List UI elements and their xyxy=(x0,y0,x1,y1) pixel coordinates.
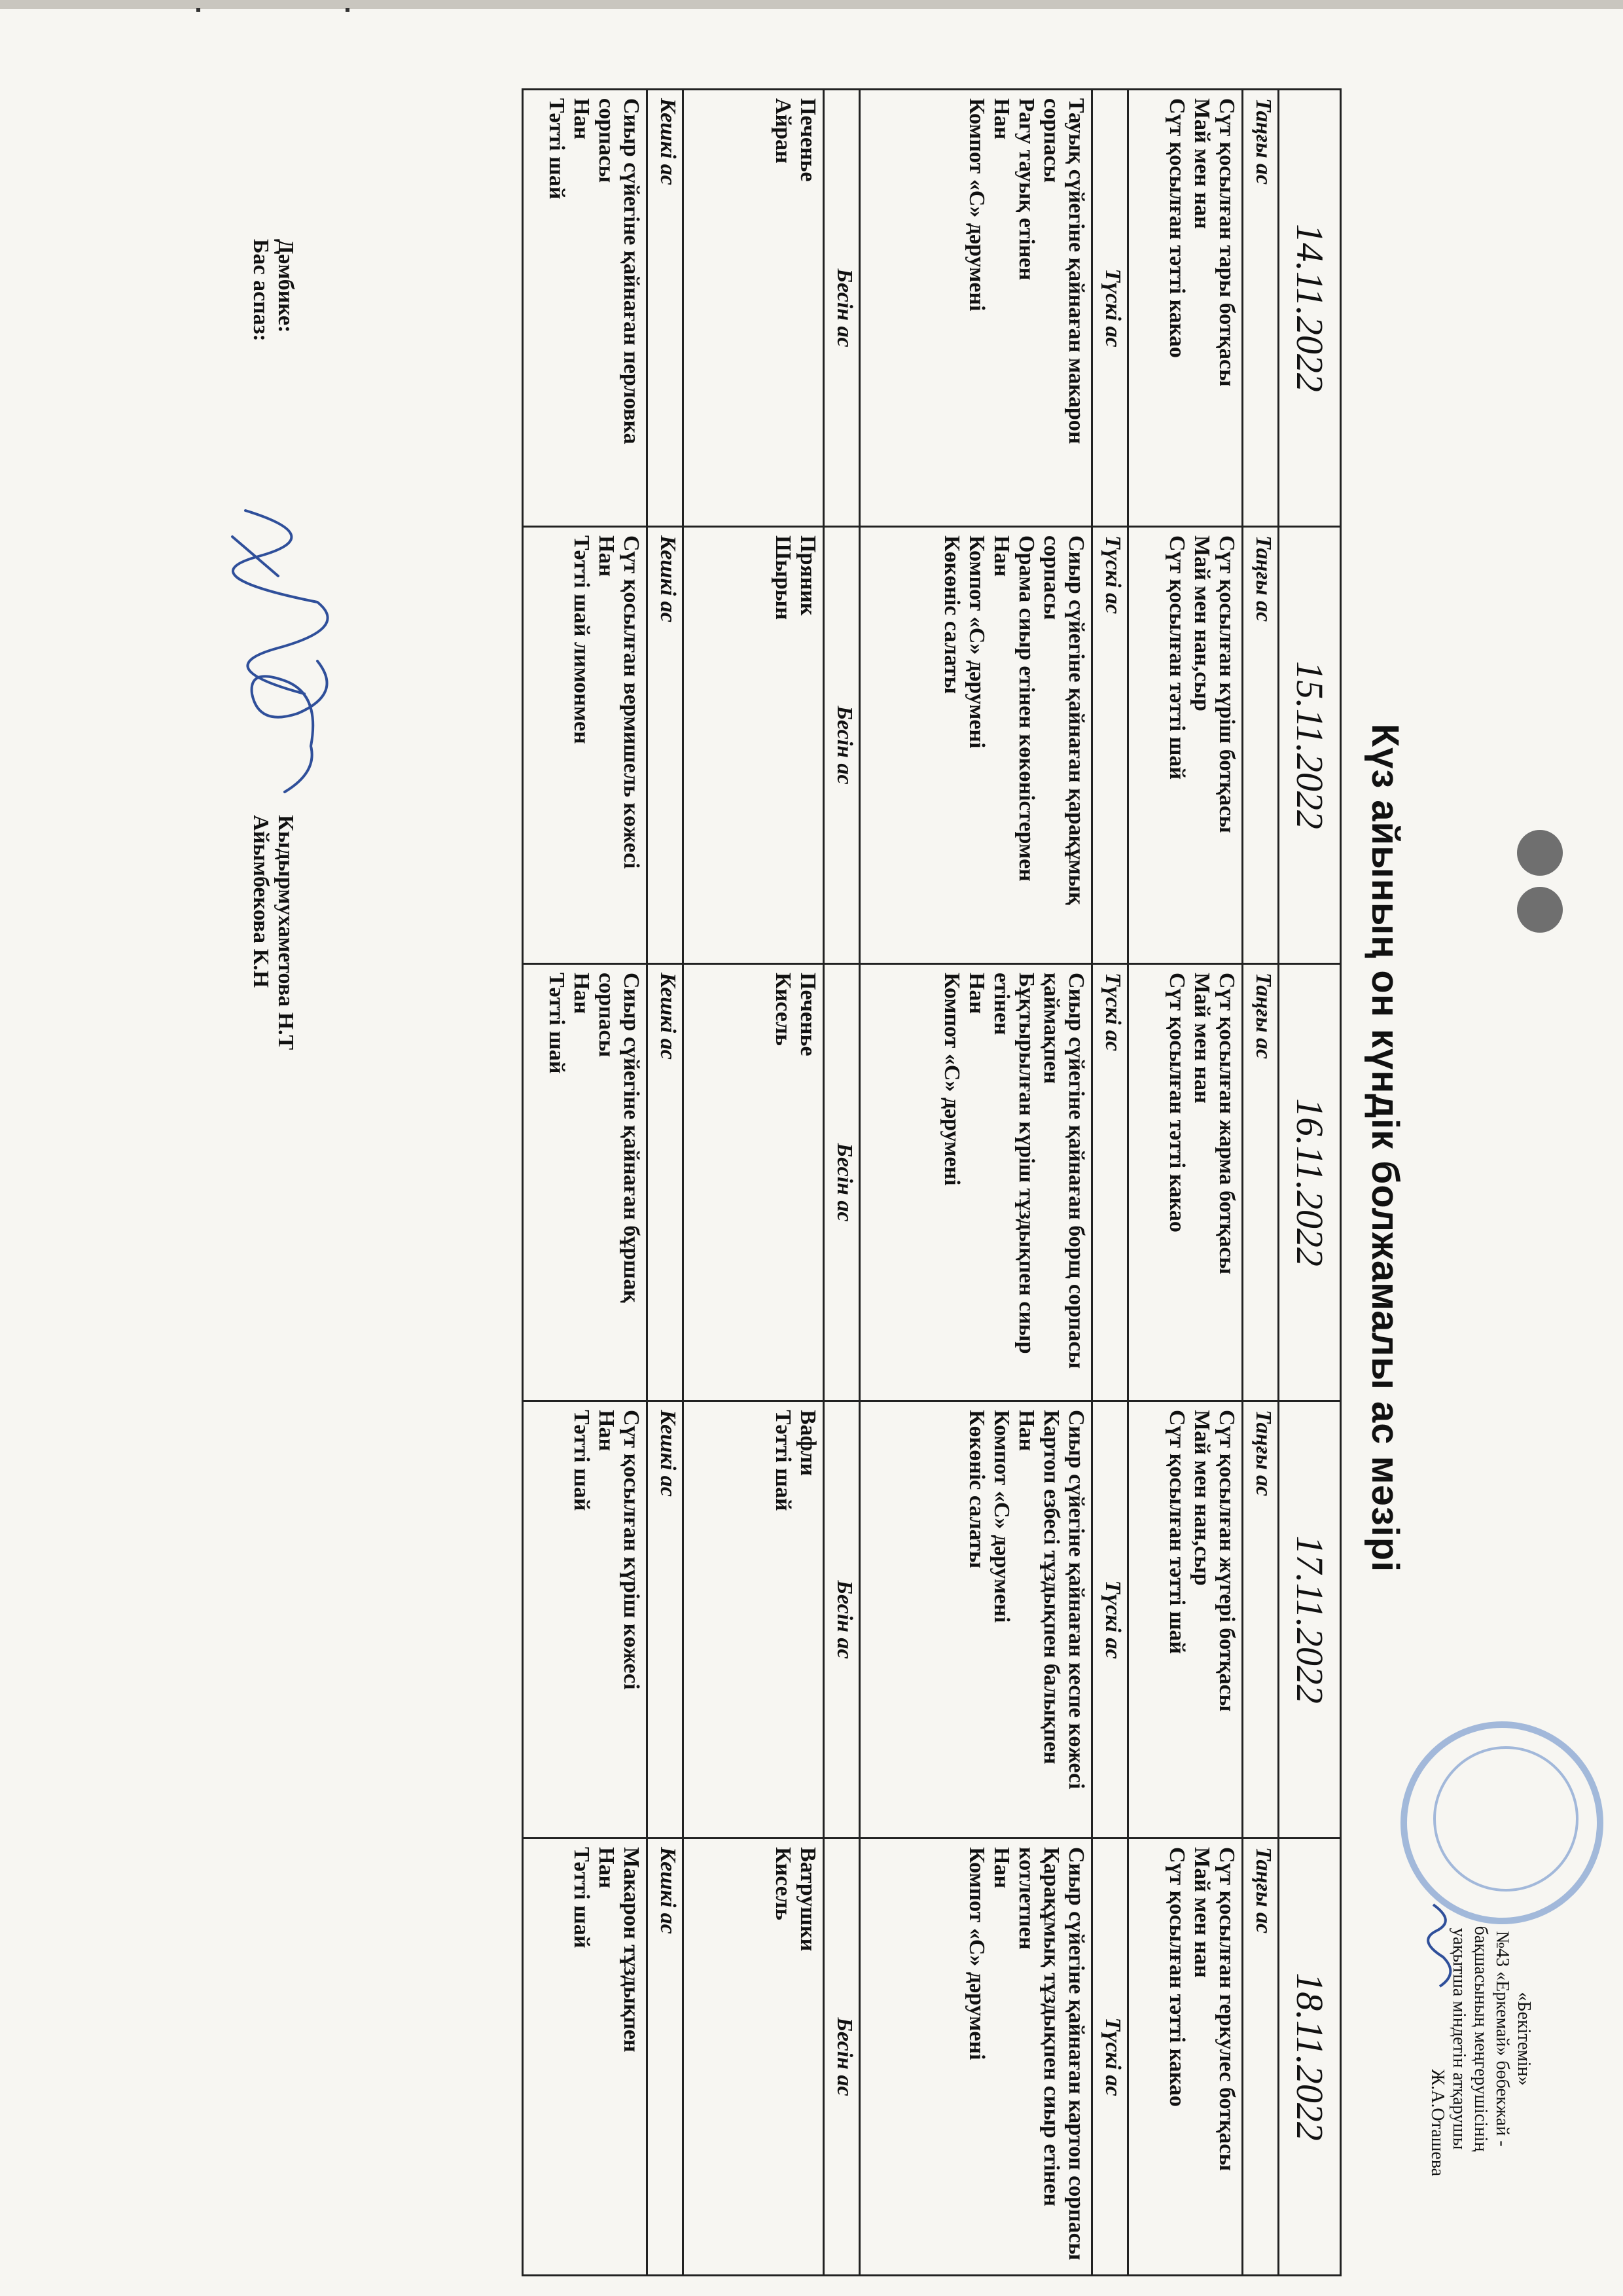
dish-item: Сиыр сүйегіне қайнаған перловка сорпасы xyxy=(594,98,643,450)
dish-item: Тәтті шай xyxy=(569,1847,594,1948)
dish-item: Орама сиыр етінен көкөністермен xyxy=(1014,535,1039,882)
meal-label: Таңғы ас xyxy=(1243,90,1279,527)
dish-item: Нан xyxy=(594,1847,618,1889)
date-cell: 14.11.2022 xyxy=(1279,90,1341,527)
date-cell: 16.11.2022 xyxy=(1279,964,1341,1401)
dish-item: Тәтті шай xyxy=(771,1410,795,1511)
dish-item: Сиыр сүйегіне қайнаған картоп сорпасы xyxy=(1064,1847,1088,2261)
approval-line: «Бекітемін» xyxy=(1514,1992,1534,2086)
dish-item: Сиыр сүйегіне қайнаған бұршақ сорпасы xyxy=(594,973,643,1308)
dish-list xyxy=(860,1401,1092,1839)
approval-line: уақытша міндетін атқарушы xyxy=(1449,1928,1469,2150)
menu-table xyxy=(522,88,1342,2276)
dish-item: Тәтті шай xyxy=(569,1410,594,1511)
dish-item: Рагу тауық етінен xyxy=(1014,98,1039,281)
meal-label: Таңғы ас xyxy=(1243,1839,1279,2276)
dish-item: Печенье xyxy=(796,973,820,1056)
dish-list xyxy=(523,90,647,527)
dish-item: Нан xyxy=(965,973,989,1014)
snack-row xyxy=(683,90,824,2276)
dish-list xyxy=(1128,90,1243,527)
meal-label: Кешкі ас xyxy=(647,527,683,964)
page-title: Күз айының он күндік болжамалы ас мәзірі xyxy=(1364,723,1406,1573)
signature-icon xyxy=(226,497,357,805)
dish-item: Май мен нан xyxy=(1190,98,1214,229)
dish-item: Сиыр сүйегіне қайнаған борщ сорпасы қаймақпен xyxy=(1039,973,1088,1374)
footer-label: Дәмбике: xyxy=(274,239,298,333)
dish-item: Пряник xyxy=(796,535,820,616)
dish-item: Көкөніс салаты xyxy=(940,535,964,694)
meal-label: Кешкі ас xyxy=(647,964,683,1401)
dish-item: Тәтті шай лимонмен xyxy=(569,535,594,744)
footer-label: Бас аспаз: xyxy=(249,239,273,342)
approval-line: бақшасының меңгерушісінің xyxy=(1471,1926,1491,2152)
dish-item: Нан xyxy=(990,1847,1014,1889)
meal-label: Таңғы ас xyxy=(1243,1401,1279,1839)
meal-label: Түскі ас xyxy=(1092,1401,1128,1839)
dish-item: Тәтті шай xyxy=(544,973,569,1074)
dish-list xyxy=(860,90,1092,527)
meal-label: Кешкі ас xyxy=(647,1839,683,2276)
footer-names xyxy=(248,815,298,1050)
meal-label: Бесін ас xyxy=(824,1401,860,1839)
dish-item: Сүт қосылған тәтті какао xyxy=(1165,1847,1189,2107)
dish-item: Сүт қосылған тәтті шай xyxy=(1165,535,1189,780)
dish-item: Тауық сүйегіне қайнаған макарон сорпасы xyxy=(1039,98,1088,450)
dish-list xyxy=(1128,527,1243,964)
dish-item: Ватрушки xyxy=(796,1847,820,1952)
dish-item: Сүт қосылған күріш ботқасы xyxy=(1215,535,1239,833)
breakfast-row xyxy=(1128,90,1243,2276)
dish-item: Сиыр сүйегіне қайнаған кеспе көжесі xyxy=(1064,1410,1088,1789)
dish-list xyxy=(683,90,824,527)
dish-item: Нан xyxy=(1014,1410,1039,1452)
dish-item: Компот «С» дәрумені xyxy=(940,973,964,1186)
dish-item: Қарақұмық тұздықпен сиыр етінен котлетпен xyxy=(1014,1847,1063,2212)
date-cell: 15.11.2022 xyxy=(1279,527,1341,964)
dish-list xyxy=(683,1401,824,1839)
dish-item: Сиыр сүйегіне қайнаған қарақұмық сорпасы xyxy=(1039,535,1088,911)
dish-item: Нан xyxy=(990,98,1014,140)
dish-item: Сүт қосылған тәтті какао xyxy=(1165,98,1189,358)
lunch-head-row xyxy=(1092,90,1128,2276)
meal-label: Таңғы ас xyxy=(1243,527,1279,964)
dish-item: Нан xyxy=(594,535,618,577)
dish-item: Сүт қосылған геркулес ботқасы xyxy=(1215,1847,1239,2172)
footer-name: Айымбекова К.Н xyxy=(249,815,273,988)
dish-item: Сүт қосылған тәтті какао xyxy=(1165,973,1189,1232)
dish-item: Көкөніс салаты xyxy=(965,1410,989,1569)
dish-item: Нан xyxy=(990,535,1014,577)
dish-item: Май мен нан,сыр xyxy=(1190,1410,1214,1586)
dish-item: Макарон тұздықпен xyxy=(619,1847,643,2053)
dish-item: Нан xyxy=(594,1410,618,1452)
dish-item: Тәтті шай xyxy=(544,98,569,200)
meal-label: Бесін ас xyxy=(824,1839,860,2276)
dish-item: Май мен нан xyxy=(1190,973,1214,1103)
dinner-row xyxy=(523,90,647,2276)
dish-list xyxy=(860,1839,1092,2276)
meal-label: Кешкі ас xyxy=(647,1401,683,1839)
dish-list xyxy=(1128,1401,1243,1839)
meal-label: Кешкі ас xyxy=(647,90,683,527)
lunch-row xyxy=(860,90,1092,2276)
meal-label: Бесін ас xyxy=(824,964,860,1401)
dish-list xyxy=(1128,964,1243,1401)
meal-label: Түскі ас xyxy=(1092,527,1128,964)
dish-list xyxy=(1128,1839,1243,2276)
dish-item: Печенье xyxy=(796,98,820,182)
dish-item: Компот «С» дәрумені xyxy=(990,1410,1014,1623)
meal-label: Бесін ас xyxy=(824,90,860,527)
meal-label: Түскі ас xyxy=(1092,1839,1128,2276)
footer-labels xyxy=(248,239,298,342)
dish-item: Сүт қосылған жарма ботқасы xyxy=(1215,973,1239,1275)
dish-item: Компот «С» дәрумені xyxy=(965,98,989,312)
dish-list xyxy=(523,1401,647,1839)
dish-item: Кисель xyxy=(771,973,795,1046)
dish-item: Сүт қосылған тәтті шай xyxy=(1165,1410,1189,1655)
dish-item: Нан xyxy=(569,973,594,1014)
dish-item: Шырын xyxy=(771,535,795,620)
meal-label: Түскі ас xyxy=(1092,964,1128,1401)
dish-list xyxy=(683,964,824,1401)
dish-item: Май мен нан xyxy=(1190,1847,1214,1978)
dish-item: Кисель xyxy=(771,1847,795,1920)
date-cell: 18.11.2022 xyxy=(1279,1839,1341,2276)
date-cell: 17.11.2022 xyxy=(1279,1401,1341,1839)
dish-item: Айран xyxy=(771,98,795,164)
dish-list xyxy=(683,527,824,964)
dinner-head-row xyxy=(647,90,683,2276)
dish-list xyxy=(860,964,1092,1401)
dish-item: Сүт қосылған жүгері ботқасы xyxy=(1215,1410,1239,1712)
meal-label: Түскі ас xyxy=(1092,90,1128,527)
approval-signature-icon xyxy=(1423,1901,1463,1993)
dish-item: Компот «С» дәрумені xyxy=(965,535,989,749)
dish-item: Бұқтырылған күріш тұздықпен сиыр етінен xyxy=(990,973,1039,1360)
dish-item: Компот «С» дәрумені xyxy=(965,1847,989,2060)
dish-item: Сүт қосылған күріш көжесі xyxy=(619,1410,643,1690)
date-row xyxy=(1279,90,1341,2276)
snack-head-row xyxy=(824,90,860,2276)
meal-label: Таңғы ас xyxy=(1243,964,1279,1401)
breakfast-head-row xyxy=(1243,90,1279,2276)
dish-list xyxy=(860,527,1092,964)
approval-name: Ж.А.Оташева xyxy=(1427,2069,1448,2176)
stamp-seal xyxy=(1400,1721,1603,1924)
dish-list xyxy=(683,1839,824,2276)
meal-label: Бесін ас xyxy=(824,527,860,964)
dish-item: Май мен нан,сыр xyxy=(1190,535,1214,711)
dish-item: Картоп езбесі тұздықпен балықпен xyxy=(1039,1410,1063,1765)
approval-line: №43 «Еркемай» бөбекжай - xyxy=(1492,1931,1512,2147)
dish-list xyxy=(523,527,647,964)
dish-item: Вафли xyxy=(796,1410,820,1477)
footer-name: Кыдырмухаметова Н.Т xyxy=(274,815,298,1050)
dish-item: Сүт қосылған вермишель көжесі xyxy=(619,535,643,869)
dish-list xyxy=(523,1839,647,2276)
dish-list xyxy=(523,964,647,1401)
dish-item: Сүт қосылған тары ботқасы xyxy=(1215,98,1239,387)
dish-item: Нан xyxy=(569,98,594,140)
